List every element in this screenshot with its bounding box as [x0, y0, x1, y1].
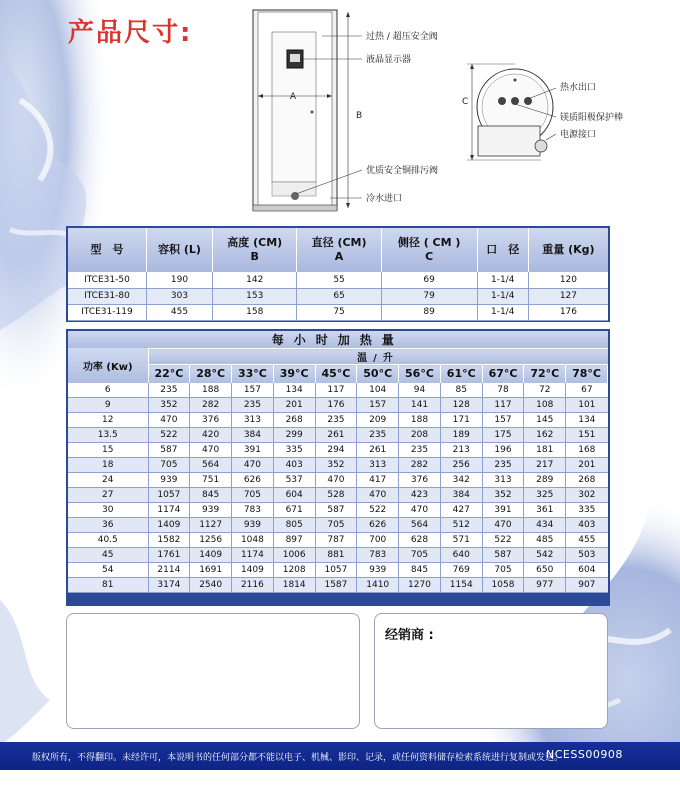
- heat-cell: 1154: [440, 578, 482, 593]
- heat-row: [68, 533, 608, 548]
- heat-unit-row: [68, 349, 608, 365]
- heat-cell: 188: [399, 413, 441, 428]
- heat-cell: 209: [357, 413, 399, 428]
- heat-cell: 470: [315, 473, 357, 488]
- temp-column-header: 50°C: [357, 365, 399, 383]
- temp-column-header: 33°C: [232, 365, 274, 383]
- anode-label: 镁质阳极保护棒: [560, 113, 624, 123]
- heat-cell: 189: [440, 428, 482, 443]
- heat-cell: 117: [482, 398, 524, 413]
- temp-column-header: 56°C: [399, 365, 441, 383]
- heat-cell: 434: [524, 518, 566, 533]
- heat-cell: 522: [148, 428, 190, 443]
- spec-cell: 79: [381, 288, 477, 304]
- heat-cell: 1057: [148, 488, 190, 503]
- heat-row: [68, 473, 608, 488]
- heat-cell: 157: [357, 398, 399, 413]
- copyright-notice: 版权所有，不得翻印。未经许可，本说明书的任何部分都不能以电子、机械、影印、记录，或任何资料储存检索系统进行复制或发送。: [32, 753, 564, 763]
- heat-cell: 503: [566, 548, 608, 563]
- spec-column-header: [528, 228, 608, 272]
- spec-cell: 1-1/4: [477, 288, 528, 304]
- heat-cell: 403: [566, 518, 608, 533]
- spec-cell: 190: [146, 272, 212, 288]
- spec-cell: 127: [528, 288, 608, 304]
- heat-cell: 162: [524, 428, 566, 443]
- heat-cell: 705: [399, 548, 441, 563]
- heat-cell: 3174: [148, 578, 190, 593]
- heat-cell: 640: [440, 548, 482, 563]
- heat-cell: 294: [315, 443, 357, 458]
- heat-cell: 705: [482, 563, 524, 578]
- heat-row: [68, 503, 608, 518]
- heat-cell: 2540: [190, 578, 232, 593]
- heat-cell: 176: [315, 398, 357, 413]
- heat-row: [68, 518, 608, 533]
- heat-cell: 470: [482, 518, 524, 533]
- spec-row: [68, 304, 608, 320]
- temp-column-header: 39°C: [273, 365, 315, 383]
- heat-cell: 299: [273, 428, 315, 443]
- heat-cell: 939: [232, 518, 274, 533]
- heat-table: [68, 331, 608, 593]
- heat-cell: 128: [440, 398, 482, 413]
- heat-cell: 845: [399, 563, 441, 578]
- dim-c-label: C: [462, 97, 469, 107]
- heat-cell: 261: [315, 428, 357, 443]
- heat-cell: 181: [524, 443, 566, 458]
- heat-cell: 2116: [232, 578, 274, 593]
- heat-row: [68, 398, 608, 413]
- heat-cell: 787: [315, 533, 357, 548]
- heat-cell: 213: [440, 443, 482, 458]
- heat-cell: 201: [566, 458, 608, 473]
- spec-cell: 153: [213, 288, 297, 304]
- heat-cell: 626: [232, 473, 274, 488]
- heat-cell: 1814: [273, 578, 315, 593]
- temp-column-header: 78°C: [566, 365, 608, 383]
- heat-cell: 571: [440, 533, 482, 548]
- heat-cell: 141: [399, 398, 441, 413]
- spec-header-text: 高度 (CM): [227, 236, 283, 249]
- heat-cell: 455: [566, 533, 608, 548]
- heat-cell: 282: [399, 458, 441, 473]
- heat-cell: 604: [273, 488, 315, 503]
- power-cell: 15: [68, 443, 148, 458]
- heat-cell: 391: [232, 443, 274, 458]
- heat-cell: 420: [190, 428, 232, 443]
- power-cell: 36: [68, 518, 148, 533]
- heat-cell: 171: [440, 413, 482, 428]
- heat-cell: 157: [232, 383, 274, 398]
- heat-cell: 423: [399, 488, 441, 503]
- spec-cell: 1-1/4: [477, 304, 528, 320]
- spec-column-header: [213, 228, 297, 272]
- heat-cell: 352: [315, 458, 357, 473]
- heat-cell: 705: [148, 458, 190, 473]
- spec-header-row: [68, 228, 608, 272]
- spec-column-header: [477, 228, 528, 272]
- heat-cell: 235: [399, 443, 441, 458]
- heat-cell: 196: [482, 443, 524, 458]
- spec-header-text: 容积 (L): [158, 243, 201, 256]
- temp-column-header: 22°C: [148, 365, 190, 383]
- heat-cell: 352: [482, 488, 524, 503]
- heat-cell: 470: [357, 488, 399, 503]
- heat-cell: 485: [524, 533, 566, 548]
- heat-cell: 470: [190, 443, 232, 458]
- heat-cell: 522: [482, 533, 524, 548]
- temp-column-header: 61°C: [440, 365, 482, 383]
- spec-header-dim: C: [425, 250, 434, 263]
- spec-cell: 303: [146, 288, 212, 304]
- heat-cell: 151: [566, 428, 608, 443]
- power-cell: 18: [68, 458, 148, 473]
- heat-cell: 361: [524, 503, 566, 518]
- drain-label: 优质安全铜排污阀: [366, 166, 439, 176]
- display-label: 液晶显示器: [366, 55, 412, 65]
- heat-cell: 1174: [232, 548, 274, 563]
- heat-cell: 94: [399, 383, 441, 398]
- heat-cell: 403: [273, 458, 315, 473]
- heat-row: [68, 458, 608, 473]
- heat-row: [68, 443, 608, 458]
- heat-cell: 268: [566, 473, 608, 488]
- heat-cell: 587: [148, 443, 190, 458]
- temp-column-header: 28°C: [190, 365, 232, 383]
- heat-cell: 235: [482, 458, 524, 473]
- spec-cell: 1-1/4: [477, 272, 528, 288]
- heat-cell: 783: [357, 548, 399, 563]
- heat-cell: 1409: [190, 548, 232, 563]
- heat-cell: 650: [524, 563, 566, 578]
- heat-cell: 268: [273, 413, 315, 428]
- spec-cell: 55: [297, 272, 381, 288]
- heat-cell: 939: [190, 503, 232, 518]
- dim-b-label: B: [356, 111, 363, 121]
- heat-cell: 1587: [315, 578, 357, 593]
- power-cell: 54: [68, 563, 148, 578]
- heat-cell: 384: [232, 428, 274, 443]
- blank-box: [66, 613, 360, 729]
- heat-cell: 313: [357, 458, 399, 473]
- heat-cell: 705: [315, 518, 357, 533]
- heat-cell: 845: [190, 488, 232, 503]
- spec-header-dim: A: [334, 250, 344, 263]
- power-cell: 81: [68, 578, 148, 593]
- heat-cell: 671: [273, 503, 315, 518]
- heat-cell: 101: [566, 398, 608, 413]
- heat-cell: 261: [357, 443, 399, 458]
- heat-cell: 188: [190, 383, 232, 398]
- spec-cell: 455: [146, 304, 212, 320]
- top-view-drawing: [467, 64, 556, 160]
- heat-table-title: 每小时加热量: [68, 331, 608, 349]
- heat-cell: 470: [232, 458, 274, 473]
- heat-cell: 235: [357, 428, 399, 443]
- heat-row: [68, 578, 608, 593]
- heat-cell: 134: [273, 383, 315, 398]
- heat-cell: 256: [440, 458, 482, 473]
- spec-header-text: 型 号: [90, 243, 124, 256]
- heat-cell: 537: [273, 473, 315, 488]
- power-column-header: 功率 (Kw): [68, 349, 148, 383]
- heat-cell: 282: [190, 398, 232, 413]
- heat-cell: 1127: [190, 518, 232, 533]
- temp-column-header: 45°C: [315, 365, 357, 383]
- hot-outlet-label: 热水出口: [560, 83, 597, 93]
- spec-row: [68, 288, 608, 304]
- spec-column-header: [146, 228, 212, 272]
- spec-header-dim: B: [250, 250, 259, 263]
- spec-column-header: [68, 228, 146, 272]
- spec-header-text: 直径 (CM): [311, 236, 367, 249]
- spec-cell: 158: [213, 304, 297, 320]
- heat-cell: 564: [190, 458, 232, 473]
- heat-cell: 384: [440, 488, 482, 503]
- heat-cell: 587: [482, 548, 524, 563]
- heat-cell: 325: [524, 488, 566, 503]
- heat-cell: 417: [357, 473, 399, 488]
- power-port-label: 电源接口: [560, 130, 597, 140]
- power-cell: 24: [68, 473, 148, 488]
- heat-cell: 1409: [148, 518, 190, 533]
- heat-cell: 805: [273, 518, 315, 533]
- heat-cell: 897: [273, 533, 315, 548]
- heat-row: [68, 488, 608, 503]
- spec-cell: 69: [381, 272, 477, 288]
- heat-row: [68, 383, 608, 398]
- dim-a-label: A: [289, 92, 297, 102]
- heat-cell: 470: [148, 413, 190, 428]
- heat-cell: 939: [357, 563, 399, 578]
- spec-header-text: 侧径 ( CM ): [397, 236, 461, 249]
- heat-title-row: [68, 331, 608, 349]
- heat-cell: 208: [399, 428, 441, 443]
- heat-cell: 235: [315, 413, 357, 428]
- power-cell: 6: [68, 383, 148, 398]
- spec-column-header: [381, 228, 477, 272]
- heat-cell: 2114: [148, 563, 190, 578]
- heat-cell: 313: [482, 473, 524, 488]
- heat-cell: 352: [148, 398, 190, 413]
- heat-cell: 1006: [273, 548, 315, 563]
- dealer-label: 经销商 :: [385, 628, 434, 643]
- heat-cell: 78: [482, 383, 524, 398]
- heat-cell: 783: [232, 503, 274, 518]
- dealer-box: [374, 613, 608, 729]
- heat-cell: 881: [315, 548, 357, 563]
- power-cell: 27: [68, 488, 148, 503]
- heat-cell: 85: [440, 383, 482, 398]
- heat-cell: 705: [232, 488, 274, 503]
- heat-row: [68, 563, 608, 578]
- power-cell: 12: [68, 413, 148, 428]
- heat-cell: 104: [357, 383, 399, 398]
- heat-cell: 1048: [232, 533, 274, 548]
- heat-cell: 313: [232, 413, 274, 428]
- heat-cell: 427: [440, 503, 482, 518]
- heat-cell: 1582: [148, 533, 190, 548]
- temp-column-header: 67°C: [482, 365, 524, 383]
- spec-header-text: 口 径: [486, 243, 520, 256]
- temp-header-row: [68, 365, 608, 383]
- spec-cell: 176: [528, 304, 608, 320]
- heat-cell: 168: [566, 443, 608, 458]
- heat-cell: 751: [190, 473, 232, 488]
- power-cell: 13.5: [68, 428, 148, 443]
- heat-cell: 1208: [273, 563, 315, 578]
- heat-cell: 522: [357, 503, 399, 518]
- heat-cell: 376: [399, 473, 441, 488]
- valve-label: 过热 / 超压安全阀: [366, 32, 438, 42]
- heat-cell: 175: [482, 428, 524, 443]
- cold-inlet-label: 冷水进口: [366, 194, 403, 204]
- heat-cell: 700: [357, 533, 399, 548]
- heat-cell: 626: [357, 518, 399, 533]
- heat-row: [68, 548, 608, 563]
- heat-cell: 587: [315, 503, 357, 518]
- heat-cell: 157: [482, 413, 524, 428]
- heat-cell: 907: [566, 578, 608, 593]
- heat-cell: 1691: [190, 563, 232, 578]
- spec-table: [68, 228, 608, 321]
- heat-cell: 604: [566, 563, 608, 578]
- heat-cell: 769: [440, 563, 482, 578]
- spec-cell: 120: [528, 272, 608, 288]
- spec-cell: 65: [297, 288, 381, 304]
- heat-cell: 289: [524, 473, 566, 488]
- heat-cell: 939: [148, 473, 190, 488]
- power-cell: 30: [68, 503, 148, 518]
- spec-column-header: [297, 228, 381, 272]
- heat-cell: 1270: [399, 578, 441, 593]
- document-code: NCESS00908: [546, 748, 623, 761]
- spec-cell: ITCE31-80: [68, 288, 146, 304]
- heat-cell: 470: [399, 503, 441, 518]
- heat-cell: 1058: [482, 578, 524, 593]
- power-cell: 9: [68, 398, 148, 413]
- heat-cell: 1057: [315, 563, 357, 578]
- heat-cell: 1410: [357, 578, 399, 593]
- spec-row: [68, 272, 608, 288]
- heat-cell: 376: [190, 413, 232, 428]
- heat-cell: 134: [566, 413, 608, 428]
- heat-cell: 977: [524, 578, 566, 593]
- heat-row: [68, 413, 608, 428]
- heat-cell: 302: [566, 488, 608, 503]
- heat-cell: 528: [315, 488, 357, 503]
- page-title: 产品尺寸:: [68, 18, 193, 48]
- heat-cell: 1761: [148, 548, 190, 563]
- heat-cell: 67: [566, 383, 608, 398]
- front-view-drawing: [253, 10, 362, 211]
- heat-cell: 72: [524, 383, 566, 398]
- spec-cell: 142: [213, 272, 297, 288]
- heat-cell: 108: [524, 398, 566, 413]
- heat-cell: 564: [399, 518, 441, 533]
- heat-row: [68, 428, 608, 443]
- heat-cell: 342: [440, 473, 482, 488]
- heat-cell: 145: [524, 413, 566, 428]
- heat-cell: 391: [482, 503, 524, 518]
- spec-cell: 75: [297, 304, 381, 320]
- heat-cell: 628: [399, 533, 441, 548]
- heat-cell: 217: [524, 458, 566, 473]
- heat-cell: 235: [232, 398, 274, 413]
- heat-cell: 512: [440, 518, 482, 533]
- spec-cell: 89: [381, 304, 477, 320]
- heat-cell: 335: [566, 503, 608, 518]
- temp-unit-header: 温/升: [148, 349, 608, 365]
- heat-cell: 335: [273, 443, 315, 458]
- heat-cell: 235: [148, 383, 190, 398]
- heat-cell: 201: [273, 398, 315, 413]
- power-cell: 40.5: [68, 533, 148, 548]
- heat-cell: 1174: [148, 503, 190, 518]
- spec-cell: ITCE31-119: [68, 304, 146, 320]
- temp-column-header: 72°C: [524, 365, 566, 383]
- heat-cell: 542: [524, 548, 566, 563]
- power-cell: 45: [68, 548, 148, 563]
- spec-cell: ITCE31-50: [68, 272, 146, 288]
- heat-cell: 1256: [190, 533, 232, 548]
- footer-bar: [0, 742, 680, 770]
- heat-cell: 1409: [232, 563, 274, 578]
- spec-header-text: 重量 (Kg): [542, 243, 595, 256]
- heat-cell: 117: [315, 383, 357, 398]
